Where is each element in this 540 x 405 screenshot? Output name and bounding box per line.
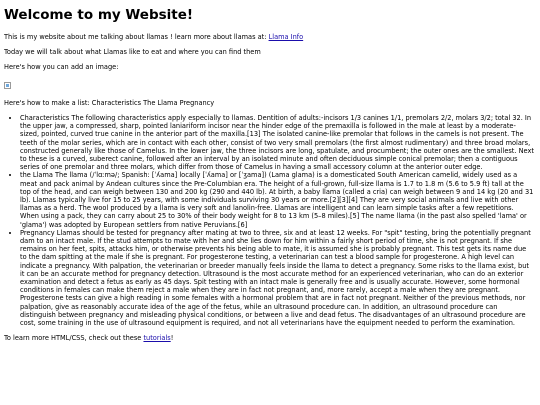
list-item-characteristics: • Characteristics The following characteristics apply especially to llamas. Dentition of adults:-incisors 1/3 canines 1/1, premolars 2/2, molars 3/2; total 32. In the upper jaw, a compressed, sharp, pointed laniariform incisor near the hinder edge of the premaxilla is followed in the male at least by a moderate-sized, pointed, curved true canine in the anterior part of the maxilla.[13] The isolated canine-like premolar that follows in the camels is not present. The teeth of the molar series, which are in contact with each other, consist of two very small premolars (the first almost rudimentary) and three broad molars, constructed generally like those of Camelus. In the lower jaw, the three incisors are long, spatulate, and procumbent; the outer ones are the smallest. Next to these is a curved, suberect canine, followed after an interval by an isolated minute and often deciduous simple conical premolar; then a contiguous series of one premolar and three molars, which differ from those of Camelus in having a small accessory column at the anterior outer edge. [20,114,534,171]
llama-info-link[interactable]: Llama Info [268,33,304,41]
topic-paragraph: Today we will talk about what Llamas like to eat and where you can find them [4,48,261,57]
list-intro-paragraph: Here's how to make a list: Characteristics The Llama Pregnancy [4,98,215,107]
outro-text: To learn more HTML/CSS, check out these [4,334,144,343]
page-title: Welcome to my Website! [4,7,194,23]
outro-paragraph [4,334,534,342]
list-item-pregnancy: • Pregnancy Llamas should be tested for pregnancy after mating at two to three, six and at least 12 weeks. For "spit" testing, bring the potentially pregnant dam to an intact male. If the stud attempts to mate with her and she lies down for him within a fairly short period of time, she is not pregnant. If she remains on her feet, spits, attacks him, or otherwise prevents his being able to mate, it is assumed she is probably pregnant. This test gets its name due to the dam spitting at the male if she is pregnant. For progesterone testing, a veterinarian can test a blood sample for progesterone. A high level can indicate a pregnancy. With palpation, the veterinarian or breeder manually feels inside the llama to detect a pregnancy. Some risks to the llama exist, but it can be an accurate method for pregnancy detection. Ultrasound is the most accurate method for an experienced veterinarian, who can do an exterior examination and detect a fetus as early as 45 days. Spit testing with an intact male is generally free and is usually accurate. However, some hormonal conditions in females can make them reject a male when they are in fact not pregnant, and, more rarely, accept a male when they are pregnant. Progesterone tests can give a high reading in some females with a hormonal problem that are in fact not pregnant. Neither of the previous methods, nor palpation, give as reasonably accurate idea of the age of the fetus, while an ultrasound procedure can. In addition, an ultrasound procedure can distinguish between pregnancy and misleading physical conditions, or between a live and dead fetus. The disadvantages of an ultrasound procedure are cost, some training in the use of ultrasound equipment is required, and not all veterinarians have the equipment needed to perform the examination. [20,229,534,327]
list-item-the-llama: • the Llama The llama (/ˈlɑːmə/; Spanish: [ˈʎama] locally [ˈʎama] or [ˈʒama]) (Lama glama) is a domesticated South American camelid, widely used as a meat and pack animal by Andean cultures since the Pre-Columbian era. The height of a full-grown, full-size llama is 1.7 to 1.8 m (5.6 to 5.9 ft) tall at the top of the head, and can weigh between 130 and 200 kg (290 and 440 lb). At birth, a baby llama (called a cria) can weigh between 9 and 14 kg (20 and 31 lb). Llamas typically live for 15 to 25 years, with some individuals surviving 30 years or more.[2][3][4] They are very social animals and live with other llamas as a herd. The wool produced by a llama is very soft and lanolin-free. Llamas are intelligent and can learn simple tasks after a few repetitions. When using a pack, they can carry about 25 to 30% of their body weight for 8 to 13 km (5–8 miles).[5] The name llama (in the past also spelled 'lama' or 'glama') was adopted by European settlers from native Peruvians.[6] [20,171,534,228]
intro-paragraph [4,33,534,41]
intro-text: This is my website about me talking about llamas ! learn more about llamas at: [4,33,269,41]
tutorials-link[interactable]: tutorials [143,334,171,343]
image-intro-paragraph: Here's how you can add an image: [4,63,119,72]
llama-list [4,114,534,327]
broken-image-icon [4,82,11,89]
outro-suffix: ! [170,334,174,343]
